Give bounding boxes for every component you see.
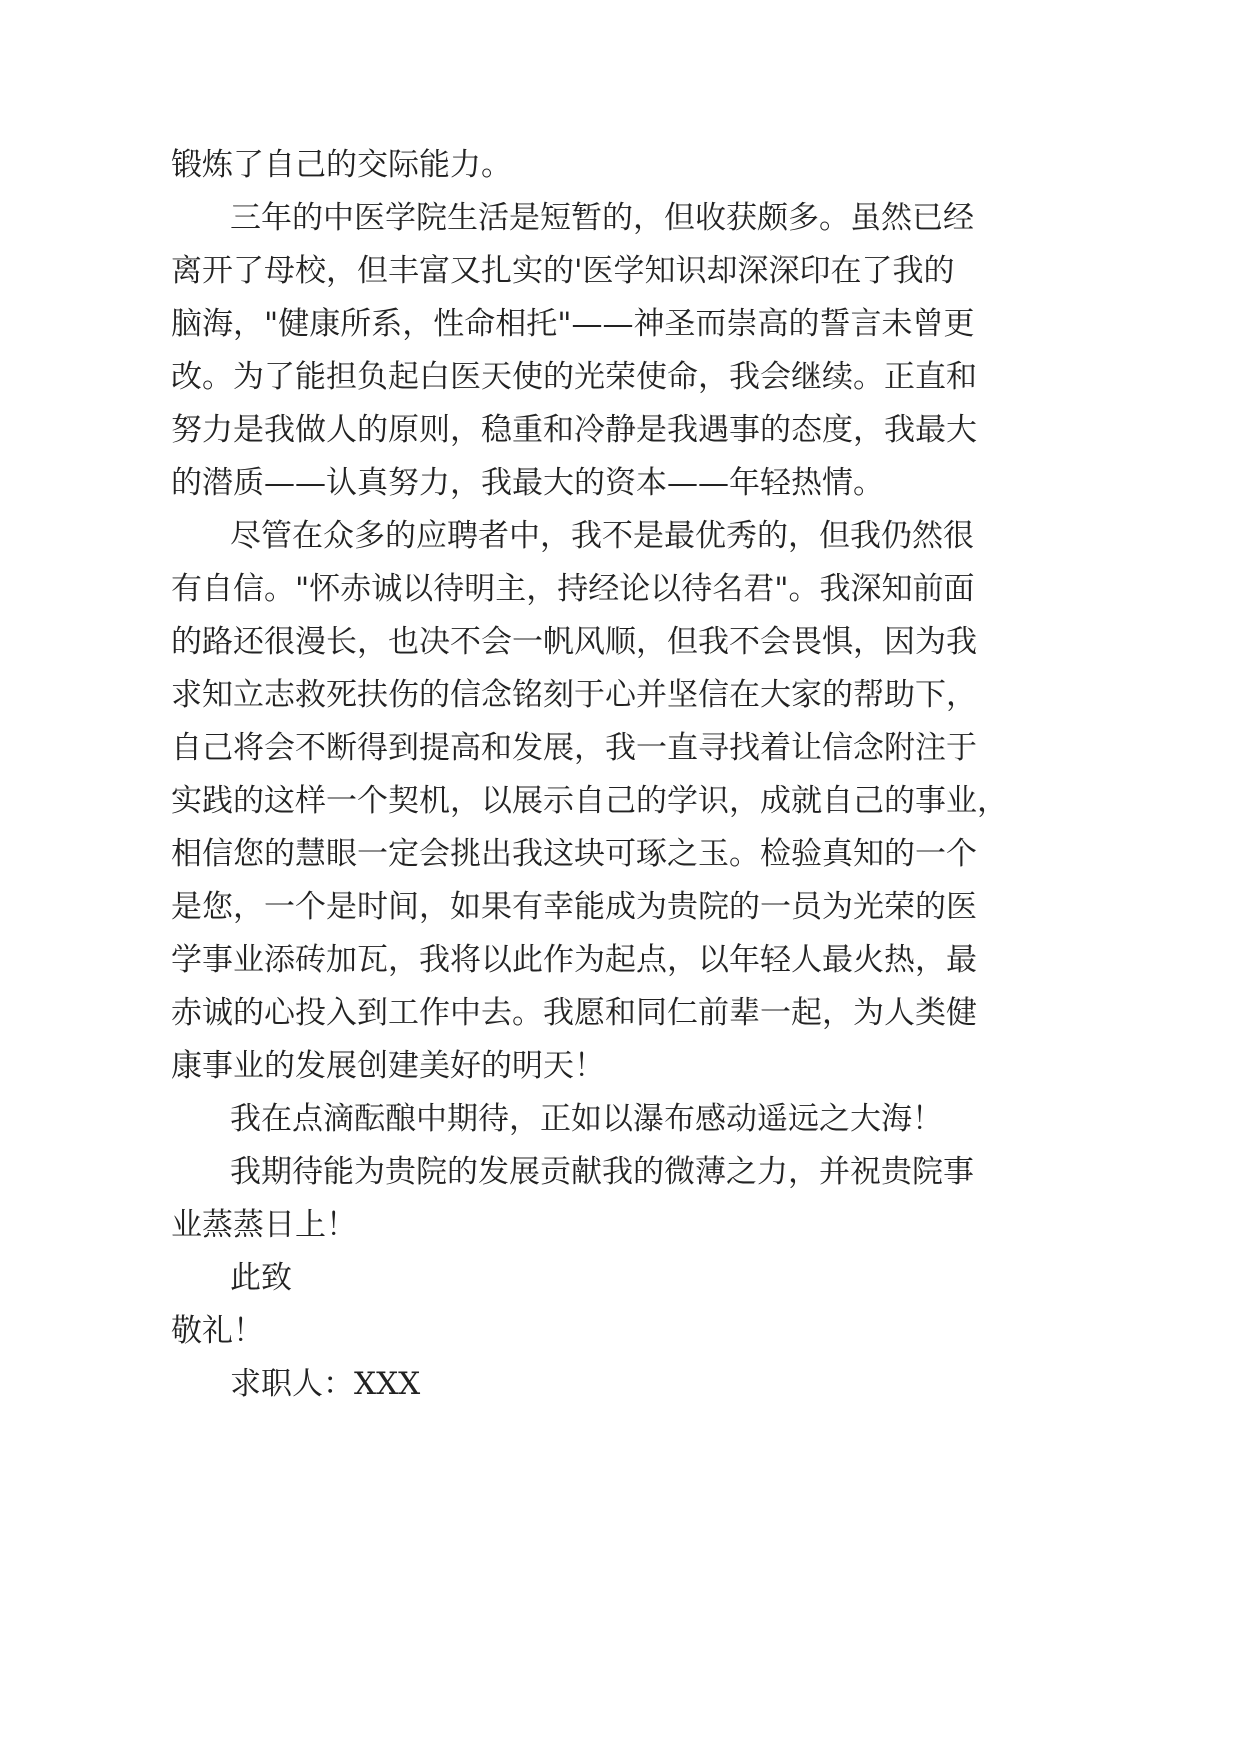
body-line: 业蒸蒸日上！ <box>171 1207 357 1243</box>
applicant-signature: 求职人：XXX <box>230 1366 421 1402</box>
body-line: 改。为了能担负起白医天使的光荣使命，我会继续。正直和 <box>171 359 977 395</box>
body-line: 求知立志救死扶伤的信念铭刻于心并坚信在大家的帮助下， <box>171 677 977 713</box>
paragraph-first-line: 尽管在众多的应聘者中，我不是最优秀的，但我仍然很 <box>230 518 974 554</box>
paragraph-first-line: 我期待能为贵院的发展贡献我的微薄之力，并祝贵院事 <box>230 1154 974 1190</box>
body-line: 脑海，"健康所系，性命相托"——神圣而崇高的誓言未曾更 <box>171 306 975 342</box>
body-line: 实践的这样一个契机，以展示自己的学识，成就自己的事业， <box>171 783 1008 819</box>
closing-regards: 敬礼！ <box>171 1313 264 1349</box>
body-line: 离开了母校，但丰富又扎实的'医学知识却深深印在了我的 <box>171 253 955 289</box>
body-line: 是您，一个是时间，如果有幸能成为贵院的一员为光荣的医 <box>171 889 977 925</box>
body-line: 努力是我做人的原则，稳重和冷静是我遇事的态度，我最大 <box>171 412 977 448</box>
paragraph-first-line: 三年的中医学院生活是短暂的，但收获颇多。虽然已经 <box>230 200 974 236</box>
body-line: 的潜质——认真努力，我最大的资本——年轻热情。 <box>171 465 884 501</box>
body-line: 自己将会不断得到提高和发展，我一直寻找着让信念附注于 <box>171 730 977 766</box>
body-line: 的路还很漫长，也决不会一帆风顺，但我不会畏惧，因为我 <box>171 624 977 660</box>
body-line: 康事业的发展创建美好的明天！ <box>171 1048 605 1084</box>
closing-salutation: 此致 <box>230 1260 292 1296</box>
body-line: 相信您的慧眼一定会挑出我这块可琢之玉。检验真知的一个 <box>171 836 977 872</box>
body-line: 有自信。"怀赤诚以待明主，持经论以待名君"。我深知前面 <box>171 571 975 607</box>
paragraph-first-line: 我在点滴酝酿中期待，正如以瀑布感动遥远之大海！ <box>230 1101 943 1137</box>
body-line: 锻炼了自己的交际能力。 <box>171 147 512 183</box>
body-line: 赤诚的心投入到工作中去。我愿和同仁前辈一起，为人类健 <box>171 995 977 1031</box>
body-line: 学事业添砖加瓦，我将以此作为起点，以年轻人最火热，最 <box>171 942 977 978</box>
